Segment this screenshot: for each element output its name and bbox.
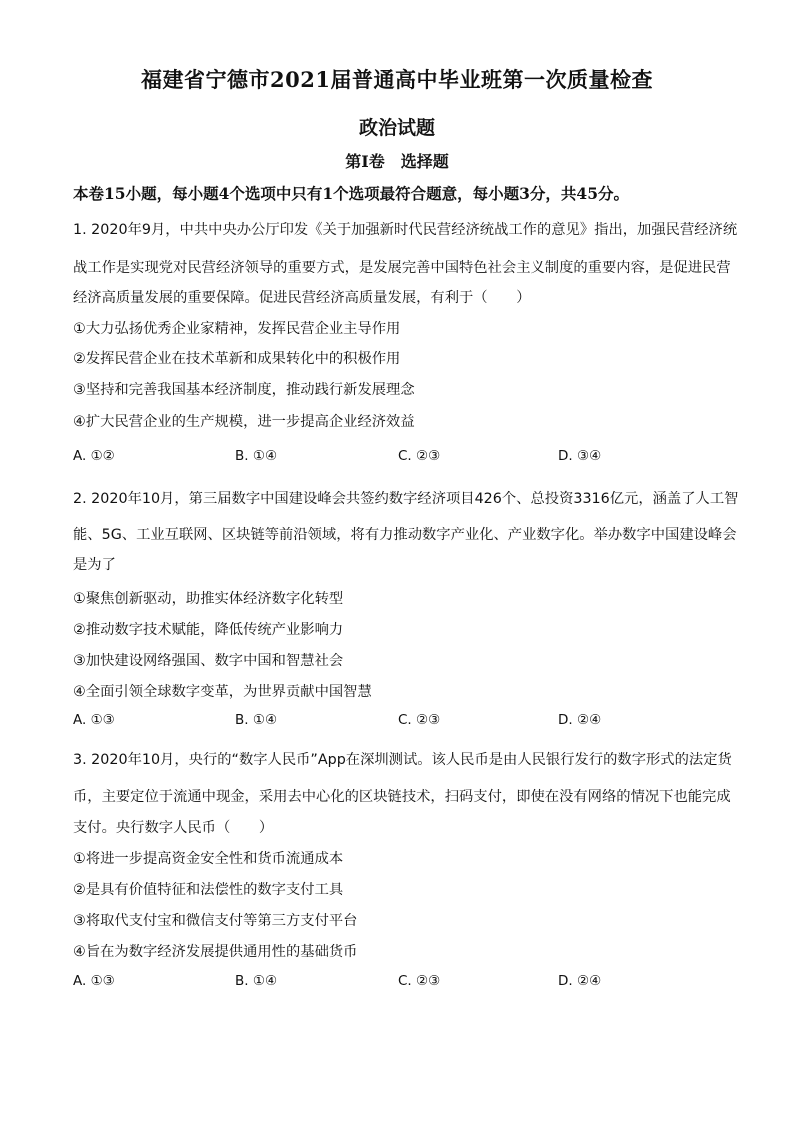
instructions: 本卷15小题，每小题4个选项中只有1个选项最符合题意，每小题3分，共45分。 (73, 184, 629, 203)
question-2-choice-d[interactable]: D. ②④ (558, 712, 602, 728)
question-1-item-1: ①大力弘扬优秀企业家精神，发挥民营企业主导作用 (73, 321, 401, 337)
exam-title: 福建省宁德市2021届普通高中毕业班第一次质量检查 (141, 67, 653, 92)
question-1-item-4: ④扩大民营企业的生产规模，进一步提高企业经济效益 (73, 414, 415, 430)
question-1-item-3: ③坚持和完善我国基本经济制度，推动践行新发展理念 (73, 382, 415, 398)
question-3-item-2: ②是具有价值特征和法偿性的数字支付工具 (73, 882, 344, 898)
question-2-item-4: ④全面引领全球数字变革，为世界贡献中国智慧 (73, 684, 372, 700)
question-3-choice-a[interactable]: A. ①③ (73, 973, 115, 989)
question-1-choice-c[interactable]: C. ②③ (398, 448, 441, 464)
question-2-stem-line-3: 是为了 (73, 557, 116, 573)
question-3-item-3: ③将取代支付宝和微信支付等第三方支付平台 (73, 913, 358, 929)
question-2-item-2: ②推动数字技术赋能，降低传统产业影响力 (73, 622, 344, 638)
section-heading: 第Ⅰ卷 选择题 (345, 152, 449, 171)
question-3-stem-line-1: 3. 2020年10月，央行的“数字人民币”App在深圳测试。该人民币是由人民银行发行的数字形式的法定货 (73, 752, 732, 768)
question-1-choice-a[interactable]: A. ①② (73, 448, 115, 464)
question-3-stem-line-2: 币，主要定位于流通中现金，采用去中心化的区块链技术，扫码支付，即使在没有网络的情况下也能完成 (73, 789, 731, 805)
question-3-choice-b[interactable]: B. ①④ (235, 973, 278, 989)
question-1-stem-line-1: 1. 2020年9月，中共中央办公厅印发《关于加强新时代民营经济统战工作的意见》指出，加强民营经济统 (73, 222, 738, 238)
question-3-item-1: ①将进一步提高资金安全性和货币流通成本 (73, 851, 344, 867)
question-3-item-4: ④旨在为数字经济发展提供通用性的基础货币 (73, 944, 358, 960)
question-3-choice-d[interactable]: D. ②④ (558, 973, 602, 989)
question-2-stem-line-1: 2. 2020年10月，第三届数字中国建设峰会共签约数字经济项目426个、总投资3316亿元，涵盖了人工智 (73, 491, 739, 507)
question-2-choice-b[interactable]: B. ①④ (235, 712, 278, 728)
question-3-stem-line-3: 支付。央行数字人民币（ ） (73, 820, 274, 836)
question-2-stem-line-2: 能、5G、工业互联网、区块链等前沿领域，将有力推动数字产业化、产业数字化。举办数字中国建设峰会 (73, 527, 737, 543)
question-2-choice-c[interactable]: C. ②③ (398, 712, 441, 728)
exam-subtitle: 政治试题 (358, 117, 435, 139)
question-2-item-3: ③加快建设网络强国、数字中国和智慧社会 (73, 653, 344, 669)
question-1-stem-line-3: 经济高质量发展的重要保障。促进民营经济高质量发展，有利于（ ） (73, 290, 531, 306)
question-2-choice-a[interactable]: A. ①③ (73, 712, 115, 728)
question-1-choice-d[interactable]: D. ③④ (558, 448, 602, 464)
question-1-item-2: ②发挥民营企业在技术革新和成果转化中的积极作用 (73, 351, 401, 367)
question-1-stem-line-2: 战工作是实现党对民营经济领导的重要方式，是发展完善中国特色社会主义制度的重要内容，是促进民营 (73, 260, 731, 276)
question-3-choice-c[interactable]: C. ②③ (398, 973, 441, 989)
question-2-item-1: ①聚焦创新驱动，助推实体经济数字化转型 (73, 591, 344, 607)
question-1-choice-b[interactable]: B. ①④ (235, 448, 278, 464)
